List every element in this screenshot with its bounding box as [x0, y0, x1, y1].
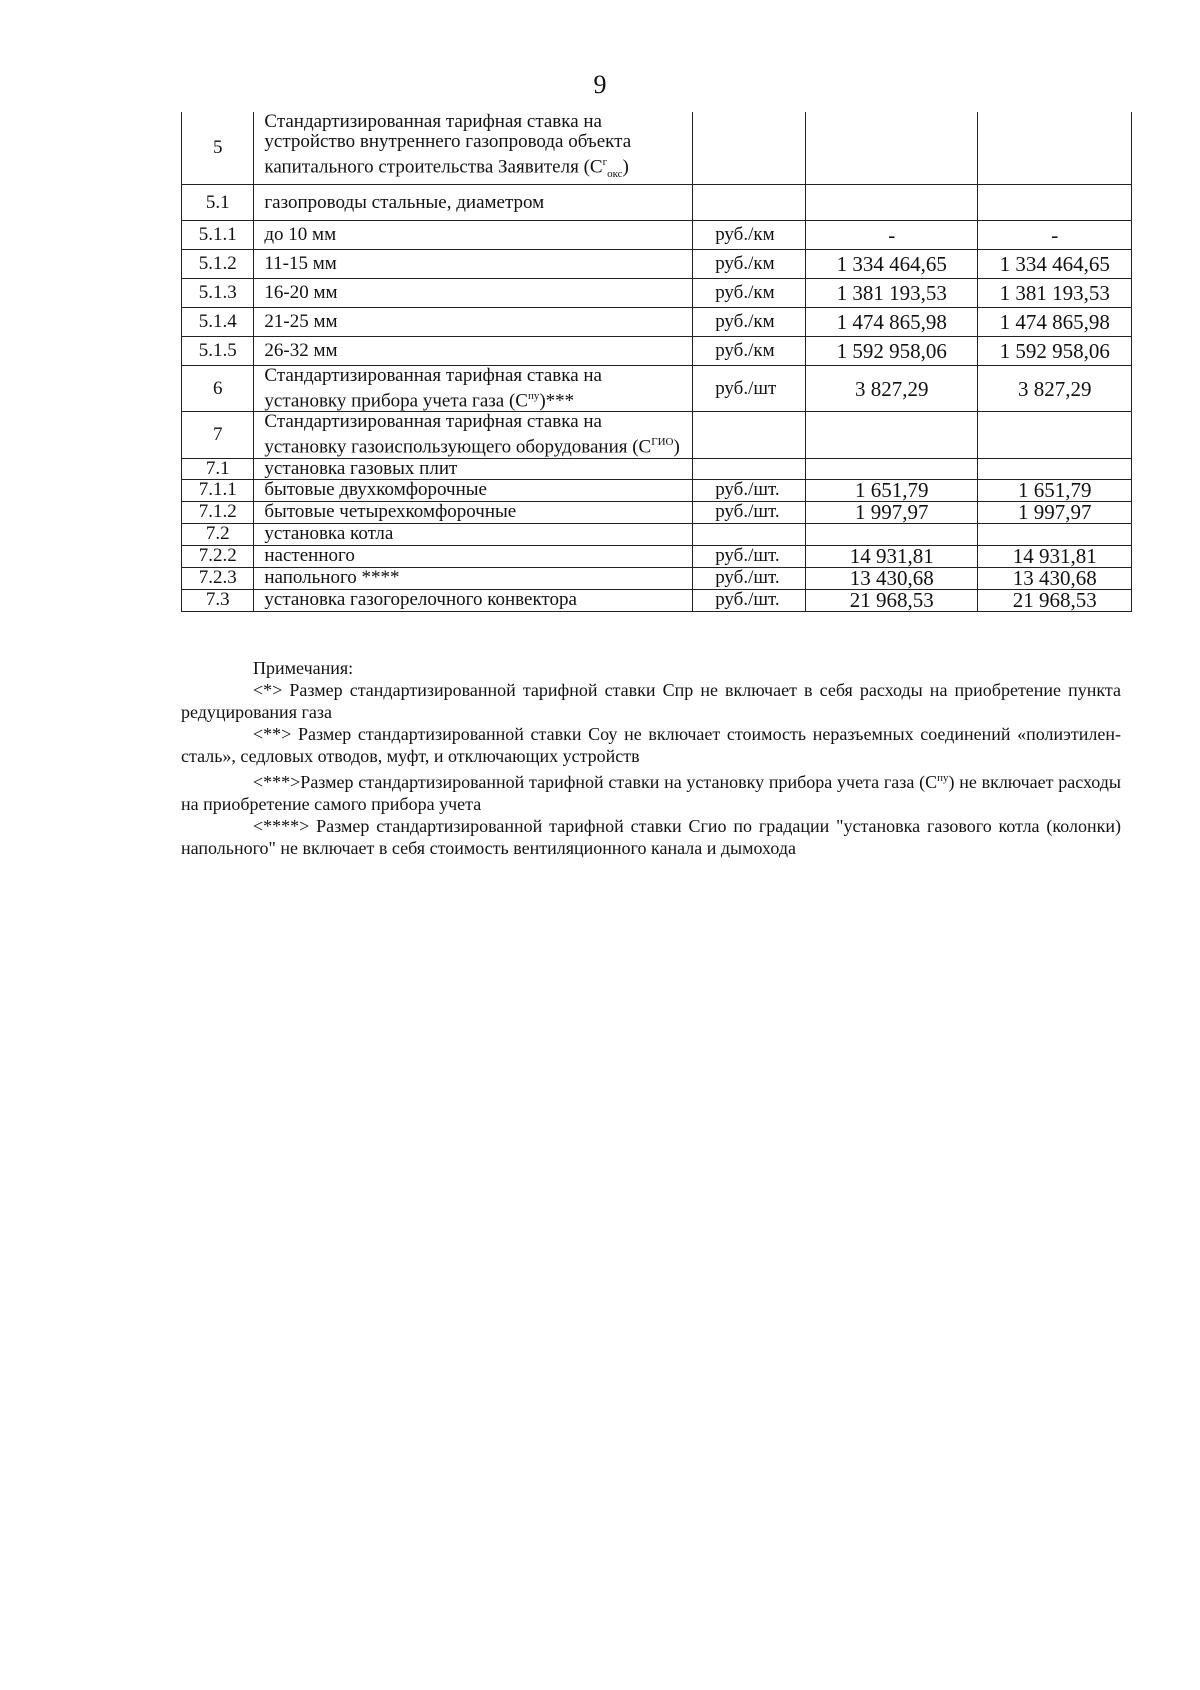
row-value-2 — [978, 185, 1132, 221]
row-value-1 — [806, 185, 978, 221]
row-unit: руб./шт. — [693, 567, 806, 589]
row-number: 7.2.2 — [182, 545, 254, 567]
note-2: <**> Размер стандартизированной ставки Соу не включает стоимость неразъемных соединений «полиэтилен-сталь», седловых отводов, муфт, и отключающих устройств — [181, 724, 1121, 766]
row-unit: руб./шт. — [693, 545, 806, 567]
row-value-2: 14 931,81 — [978, 545, 1132, 567]
row-unit — [693, 412, 806, 458]
row-value-1 — [806, 112, 978, 185]
row-value-1 — [806, 523, 978, 545]
table-row — [182, 279, 1132, 308]
row-name: 21-25 мм — [254, 308, 693, 337]
table-row — [182, 366, 1132, 412]
row-name: Стандартизированная тарифная ставка на установку прибора учета газа $(С^{пу})***$ — [254, 366, 693, 412]
tariff-table — [181, 112, 1132, 612]
row-value-2: 1 651,79 — [978, 479, 1132, 501]
row-value-2: 1 997,97 — [978, 501, 1132, 523]
row-value-1: 1 592 958,06 — [806, 337, 978, 366]
row-unit — [693, 523, 806, 545]
row-unit: руб./км — [693, 221, 806, 250]
table-row — [182, 567, 1132, 589]
table-row — [182, 112, 1132, 185]
row-value-1: 1 474 865,98 — [806, 308, 978, 337]
table-row — [182, 185, 1132, 221]
row-name: до 10 мм — [254, 221, 693, 250]
table-row — [182, 589, 1132, 611]
row-name: 11-15 мм — [254, 250, 693, 279]
table-row — [182, 250, 1132, 279]
row-value-2: 1 474 865,98 — [978, 308, 1132, 337]
row-name: установка газовых плит — [254, 458, 693, 479]
row-value-2 — [978, 112, 1132, 185]
row-value-2: 1 592 958,06 — [978, 337, 1132, 366]
row-number: 5.1.5 — [182, 337, 254, 366]
table-row — [182, 221, 1132, 250]
table-row — [182, 458, 1132, 479]
row-value-2 — [978, 412, 1132, 458]
row-unit: руб./шт. — [693, 479, 806, 501]
row-number: 5.1.1 — [182, 221, 254, 250]
table-row — [182, 545, 1132, 567]
row-value-2: 13 430,68 — [978, 567, 1132, 589]
row-number: 7.3 — [182, 589, 254, 611]
row-value-2: 21 968,53 — [978, 589, 1132, 611]
row-name: газопроводы стальные, диаметром — [254, 185, 693, 221]
row-number: 5.1.3 — [182, 279, 254, 308]
table-row — [182, 337, 1132, 366]
note-4: <****> Размер стандартизированной тарифной ставки Сгио по градации "установка газового котла (колонки) напольного" не включает в себя стоимость вентиляционного канала и дымохода — [181, 816, 1121, 858]
table-row — [182, 412, 1132, 458]
row-value-1: - — [806, 221, 978, 250]
row-name: бытовые четырехкомфорочные — [254, 501, 693, 523]
row-unit — [693, 185, 806, 221]
table-row — [182, 308, 1132, 337]
row-unit — [693, 112, 806, 185]
row-unit: руб./км — [693, 250, 806, 279]
row-value-2: - — [978, 221, 1132, 250]
row-number: 7.2 — [182, 523, 254, 545]
notes — [181, 657, 1121, 859]
row-value-2: 1 381 193,53 — [978, 279, 1132, 308]
row-value-2 — [978, 458, 1132, 479]
row-number: 6 — [182, 366, 254, 412]
table-row — [182, 501, 1132, 523]
row-unit: руб./км — [693, 279, 806, 308]
row-unit — [693, 458, 806, 479]
row-name: напольного **** — [254, 567, 693, 589]
row-value-1: 3 827,29 — [806, 366, 978, 412]
row-number: 7.1.2 — [182, 501, 254, 523]
notes-title: Примечания: — [253, 658, 354, 678]
row-value-1: 1 997,97 — [806, 501, 978, 523]
row-value-1: 13 430,68 — [806, 567, 978, 589]
row-unit: руб./шт. — [693, 501, 806, 523]
row-unit: руб./шт. — [693, 589, 806, 611]
row-value-2: 1 334 464,65 — [978, 250, 1132, 279]
row-name: настенного — [254, 545, 693, 567]
row-value-1: 1 334 464,65 — [806, 250, 978, 279]
row-value-1 — [806, 412, 978, 458]
row-value-2 — [978, 523, 1132, 545]
row-name: установка котла — [254, 523, 693, 545]
note-3: <***>Размер стандартизированной тарифной ставки на установку прибора учета газа $(С^{пу})$ не включает расходы на приобретение самого прибора учета — [181, 772, 1121, 814]
table-row — [182, 479, 1132, 501]
row-value-1: 21 968,53 — [806, 589, 978, 611]
row-name: Стандартизированная тарифная ставка на устройство внутреннего газопровода объекта капитального строительства Заявителя $(С^г_{окс})$ — [254, 112, 693, 185]
row-value-1: 1 651,79 — [806, 479, 978, 501]
row-name: 26-32 мм — [254, 337, 693, 366]
row-value-1: 1 381 193,53 — [806, 279, 978, 308]
row-number: 7.1 — [182, 458, 254, 479]
row-unit: руб./км — [693, 337, 806, 366]
row-unit: руб./км — [693, 308, 806, 337]
row-number: 5.1 — [182, 185, 254, 221]
row-number: 7 — [182, 412, 254, 458]
row-name: бытовые двухкомфорочные — [254, 479, 693, 501]
row-name: установка газогорелочного конвектора — [254, 589, 693, 611]
row-number: 5.1.4 — [182, 308, 254, 337]
note-1: <*> Размер стандартизированной тарифной ставки Спр не включает в себя расходы на приобретение пункта редуцирования газа — [181, 680, 1121, 722]
row-number: 7.2.3 — [182, 567, 254, 589]
row-value-2: 3 827,29 — [978, 366, 1132, 412]
page-number: 9 — [593, 70, 607, 99]
table-row — [182, 523, 1132, 545]
row-value-1 — [806, 458, 978, 479]
row-unit: руб./шт — [693, 366, 806, 412]
row-name: Стандартизированная тарифная ставка на установку газоиспользующего оборудования $(С^{ГИО})$ — [254, 412, 693, 458]
row-number: 5.1.2 — [182, 250, 254, 279]
row-name: 16-20 мм — [254, 279, 693, 308]
row-number: 7.1.1 — [182, 479, 254, 501]
row-number: 5 — [182, 112, 254, 185]
row-value-1: 14 931,81 — [806, 545, 978, 567]
